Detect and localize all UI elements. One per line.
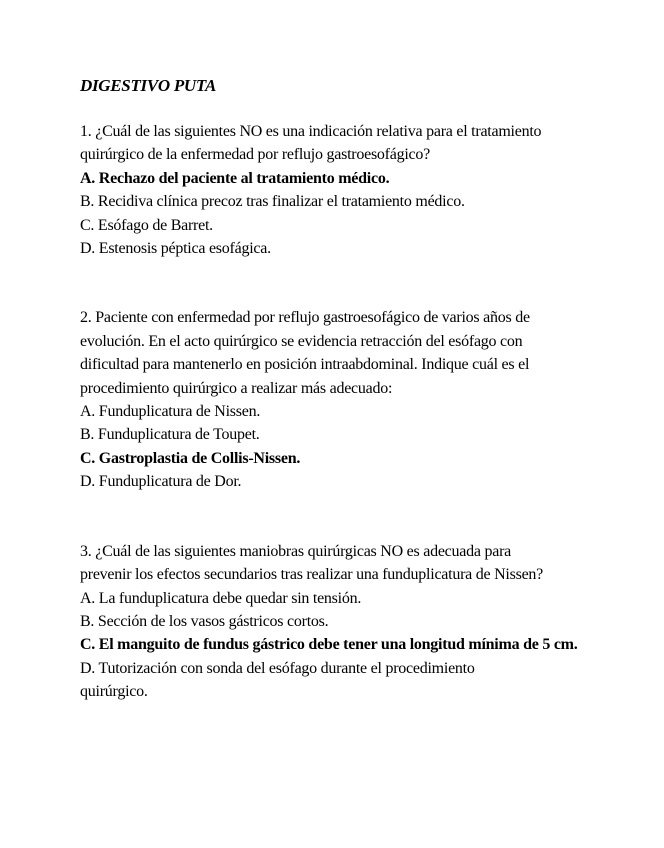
question-stem: 1. ¿Cuál de las siguientes NO es una indicación relativa para el tratamiento quirúrgico de la enfermedad por reflujo gastroesofágico? bbox=[80, 123, 542, 164]
answer-option-b: B. Funduplicatura de Toupet. bbox=[80, 426, 260, 444]
question-2 bbox=[80, 306, 640, 493]
answer-option-c: C. Gastroplastia de Collis-Nissen. bbox=[80, 449, 301, 467]
answer-option-d: D. Tutorización con sonda del esófago durante el procedimiento quirúrgico. bbox=[80, 659, 475, 701]
answer-option-c: C. El manguito de fundus gástrico debe tener una longitud mínima de 5 cm. bbox=[80, 636, 578, 654]
answer-option-a: A. La funduplicatura debe quedar sin tensión. bbox=[80, 589, 362, 607]
question-stem: 2. Paciente con enfermedad por reflujo gastroesofágico de varios años de evolución. En el acto quirúrgico se evidencia retracción del esófago con dificultad para mantenerlo en posición intraabdominal. Indique cuál es el procedimiento quirúrgico a realizar más adecuado: bbox=[80, 309, 530, 397]
answer-option-a: A. Rechazo del paciente al tratamiento médico. bbox=[80, 169, 390, 187]
answer-option-a: A. Funduplicatura de Nissen. bbox=[80, 403, 261, 421]
answer-option-d: D. Funduplicatura de Dor. bbox=[80, 473, 242, 491]
document-title: DIGESTIVO PUTA bbox=[80, 76, 217, 95]
answer-option-b: B. Recidiva clínica precoz tras finalizar el tratamiento médico. bbox=[80, 193, 465, 211]
answer-option-d: D. Estenosis péptica esofágica. bbox=[80, 240, 271, 258]
question-stem: 3. ¿Cuál de las siguientes maniobras quirúrgicas NO es adecuada para prevenir los efectos secundarios tras realizar una funduplicatura de Nissen? bbox=[80, 542, 544, 584]
question-3 bbox=[80, 540, 640, 704]
question-1 bbox=[80, 120, 640, 260]
document-page bbox=[80, 74, 640, 704]
answer-option-c: C. Esófago de Barret. bbox=[80, 216, 213, 234]
answer-option-b: B. Sección de los vasos gástricos cortos. bbox=[80, 612, 329, 630]
